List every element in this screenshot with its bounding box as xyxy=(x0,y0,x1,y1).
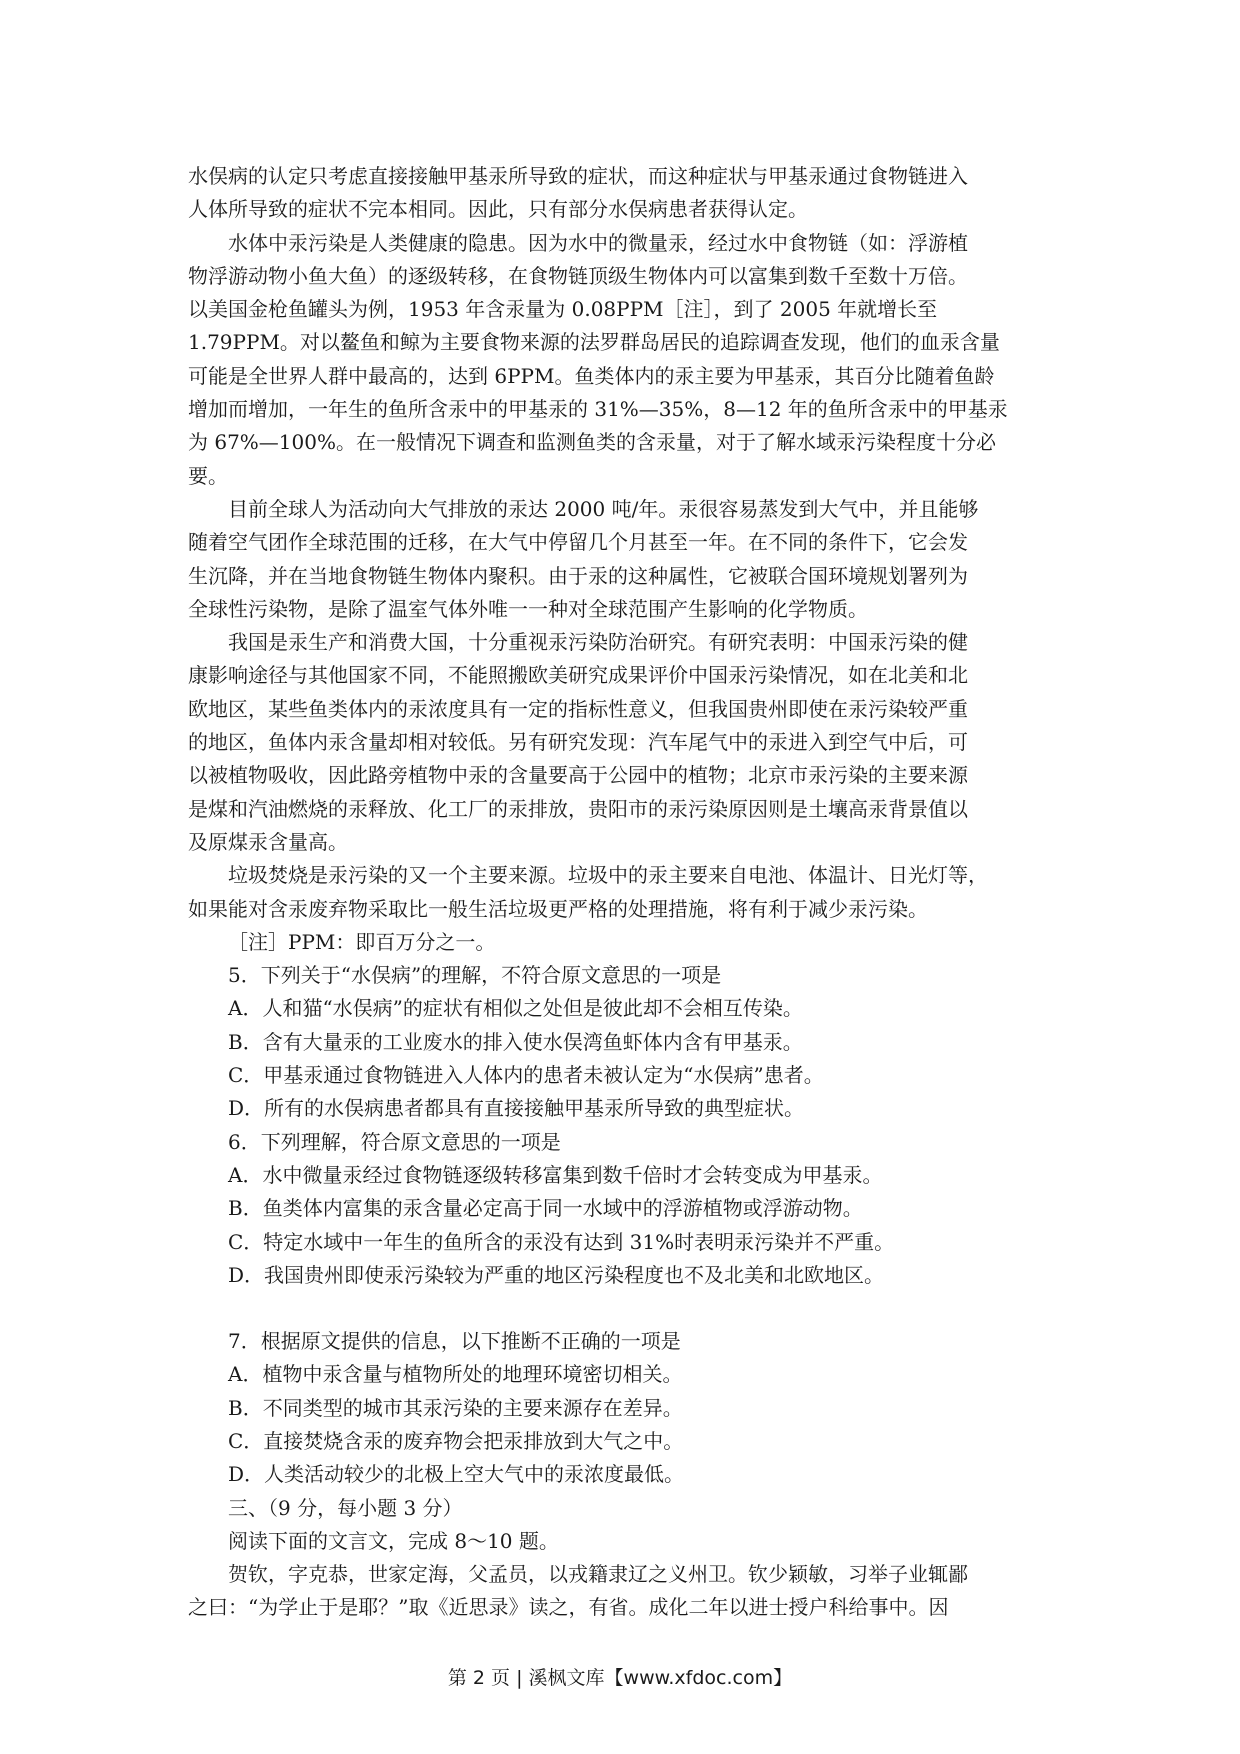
question-7-option-c: C．直接焚烧含汞的废弃物会把汞排放到大气之中。 xyxy=(228,1428,684,1453)
text-line: 人体所导致的症状不完本相同。因此，只有部分水俣病患者获得认定。 xyxy=(188,197,808,222)
text-line: 1.79PPM。对以鳌鱼和鲸为主要食物来源的法罗群岛居民的追踪调查发现，他们的血汞含量 xyxy=(188,330,1000,355)
text-line: 增加而增加，一年生的鱼所含汞中的甲基汞的 31%—35%，8—12 年的鱼所含汞中的甲基汞 xyxy=(188,397,1008,422)
footnote: ［注］PPM：即百万分之一。 xyxy=(228,929,496,954)
question-7-option-d: D．人类活动较少的北极上空大气中的汞浓度最低。 xyxy=(228,1462,685,1487)
blank-line xyxy=(188,1292,1060,1325)
text-line: 要。 xyxy=(188,463,228,488)
text-line: 为 67%—100%。在一般情况下调查和监测鱼类的含汞量，对于了解水域汞污染程度十分必 xyxy=(188,430,996,455)
text-line: 生沉降，并在当地食物链生物体内聚积。由于汞的这种属性，它被联合国环境规划署列为 xyxy=(188,563,968,588)
question-6-option-b: B．鱼类体内富集的汞含量必定高于同一水域中的浮游植物或浮游动物。 xyxy=(228,1196,863,1221)
question-7-option-a: A．植物中汞含量与植物所处的地理环境密切相关。 xyxy=(228,1362,683,1387)
question-5-option-b: B．含有大量汞的工业废水的排入使水俣湾鱼虾体内含有甲基汞。 xyxy=(228,1029,803,1054)
text-line: 以美国金枪鱼罐头为例，1953 年含汞量为 0.08PPM［注］，到了 2005 年就增长至 xyxy=(188,297,938,322)
paragraph-start: 目前全球人为活动向大气排放的汞达 2000 吨/年。汞很容易蒸发到大气中，并且能够 xyxy=(228,496,979,521)
page-footer: 第 2 页 | 溪枫文库【www.xfdoc.com】 xyxy=(447,1667,793,1689)
text-line: 及原煤汞含量高。 xyxy=(188,829,348,854)
question-6-option-c: C．特定水域中一年生的鱼所含的汞没有达到 31%时表明汞污染并不严重。 xyxy=(228,1229,895,1254)
question-5: 5．下列关于“水俣病”的理解，不符合原文意思的一项是 xyxy=(228,963,722,988)
paragraph-start: 水体中汞污染是人类健康的隐患。因为水中的微量汞，经过水中食物链（如：浮游植 xyxy=(228,230,968,255)
text-line: 如果能对含汞废弃物采取比一般生活垃圾更严格的处理措施，将有利于减少汞污染。 xyxy=(188,896,928,921)
text-line: 随着空气团作全球范围的迁移，在大气中停留几个月甚至一年。在不同的条件下，它会发 xyxy=(188,530,968,555)
question-7-option-b: B．不同类型的城市其汞污染的主要来源存在差异。 xyxy=(228,1395,683,1420)
question-6: 6．下列理解，符合原文意思的一项是 xyxy=(228,1129,561,1154)
paragraph-start: 贺钦，字克恭，世家定海，父孟员，以戎籍隶辽之义州卫。钦少颖敏，习举子业辄鄙 xyxy=(228,1562,968,1587)
section-heading: 三、（9 分，每小题 3 分） xyxy=(228,1495,463,1520)
text-line: 可能是全世界人群中最高的，达到 6PPM。鱼类体内的汞主要为甲基汞，其百分比随着鱼龄 xyxy=(188,363,995,388)
paragraph-start: 我国是汞生产和消费大国，十分重视汞污染防治研究。有研究表明：中国汞污染的健 xyxy=(228,630,968,655)
question-5-option-a: A．人和猫“水俣病”的症状有相似之处但是彼此却不会相互传染。 xyxy=(228,996,803,1021)
text-line: 欧地区，某些鱼类体内的汞浓度具有一定的指标性意义，但我国贵州即使在汞污染较严重 xyxy=(188,696,968,721)
text-line: 康影响途径与其他国家不同，不能照搬欧美研究成果评价中国汞污染情况，如在北美和北 xyxy=(188,663,968,688)
question-7: 7．根据原文提供的信息，以下推断不正确的一项是 xyxy=(228,1329,681,1354)
text-line: 物浮游动物小鱼大鱼）的逐级转移，在食物链顶级生物体内可以富集到数千至数十万倍。 xyxy=(188,263,968,288)
text-line: 水俣病的认定只考虑直接接触甲基汞所导致的症状，而这种症状与甲基汞通过食物链进入 xyxy=(188,164,968,188)
paragraph-start: 垃圾焚烧是汞污染的又一个主要来源。垃圾中的汞主要来自电池、体温计、日光灯等， xyxy=(228,863,988,888)
text-line: 是煤和汽油燃烧的汞释放、化工厂的汞排放，贵阳市的汞污染原因则是土壤高汞背景值以 xyxy=(188,796,968,821)
text-line: 的地区，鱼体内汞含量却相对较低。另有研究发现：汽车尾气中的汞进入到空气中后，可 xyxy=(188,730,968,755)
text-line: 全球性污染物，是除了温室气体外唯一一种对全球范围产生影响的化学物质。 xyxy=(188,596,868,621)
text-line: 之曰：“为学止于是耶？”取《近思录》读之，有省。成化二年以进士授户科给事中。因 xyxy=(188,1595,949,1620)
question-5-option-d: D．所有的水俣病患者都具有直接接触甲基汞所导致的典型症状。 xyxy=(228,1096,805,1121)
question-5-option-c: C．甲基汞通过食物链进入人体内的患者未被认定为“水俣病”患者。 xyxy=(228,1063,824,1088)
text-line: 以被植物吸收，因此路旁植物中汞的含量要高于公园中的植物；北京市汞污染的主要来源 xyxy=(188,763,968,788)
question-6-option-d: D．我国贵州即使汞污染较为严重的地区污染程度也不及北美和北欧地区。 xyxy=(228,1262,885,1287)
question-6-option-a: A．水中微量汞经过食物链逐级转移富集到数千倍时才会转变成为甲基汞。 xyxy=(228,1162,883,1187)
document-body xyxy=(188,160,1060,1625)
section-instruction: 阅读下面的文言文，完成 8～10 题。 xyxy=(228,1528,559,1553)
